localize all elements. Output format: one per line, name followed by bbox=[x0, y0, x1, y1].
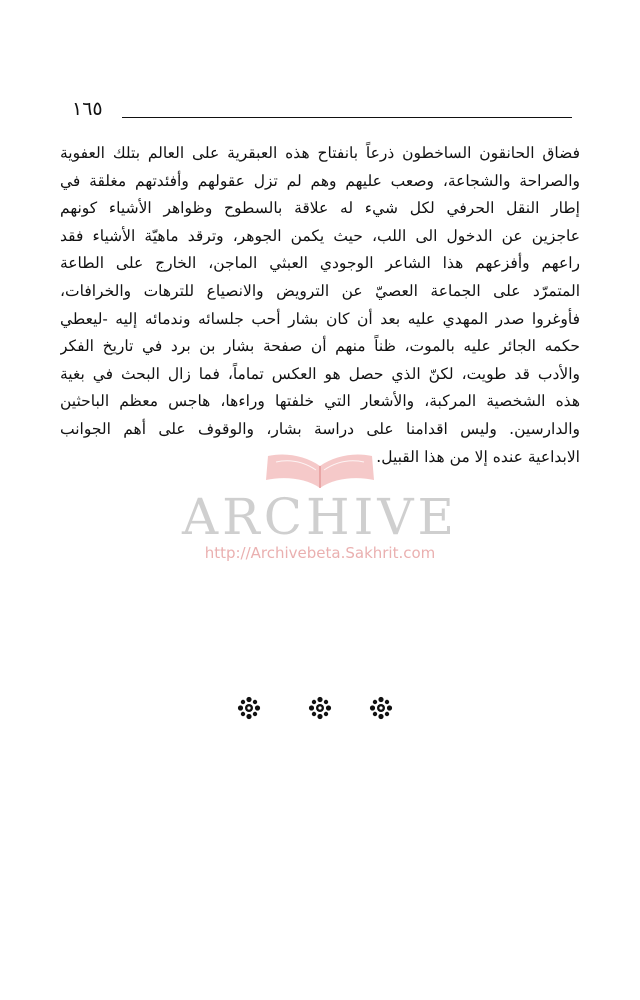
archive-watermark bbox=[0, 448, 640, 578]
section-ornaments bbox=[220, 695, 420, 725]
flower-ornament-icon bbox=[368, 695, 394, 721]
text-line: والأدب قد طويت، لكنّ الذي حصل هو العكس تماماً، فما زال البحث في بغية bbox=[60, 364, 580, 383]
watermark-title: ARCHIVE bbox=[182, 488, 458, 546]
text-line: عاجزين عن الدخول الى اللب، حيث يكمن الجوهر، وترقد ماهيّة الأشياء فقد bbox=[60, 226, 580, 245]
text-line: المتمرّد على الجماعة العصيّ عن الترويض والانصياع للترهات والخرافات، bbox=[60, 281, 580, 300]
text-line: فضاق الحانقون الساخطون ذرعاً بانفتاح هذه العبقرية على العالم بتلك العفوية bbox=[60, 144, 580, 162]
text-line: حكمه الجائر عليه بالموت، ظناً منهم أن صفحة بشار بن برد في تاريخ الفكر bbox=[60, 337, 580, 356]
watermark-url: http://Archivebeta.Sakhrit.com bbox=[204, 544, 436, 562]
header-rule bbox=[122, 117, 572, 118]
page-header bbox=[72, 96, 572, 126]
text-line: الابداعية عنده إلا من هذا القبيل. bbox=[376, 447, 580, 466]
text-line: فأوغروا صدر المهدي عليه بعد أن كان بشار أحب جلسائه وندمائه إليه -ليعطي bbox=[60, 309, 580, 328]
text-line: راعهم وأفزعهم هذا الشاعر الوجودي العبثي الماجن، الخارج على الطاعة bbox=[60, 254, 580, 273]
flower-ornament-icon bbox=[236, 695, 262, 721]
text-line: إطار النقل الحرفي لكل شيء له علاقة بالسطوح وظواهر الأشياء كونهم bbox=[60, 199, 580, 218]
flower-ornament-icon bbox=[307, 695, 333, 721]
body-text bbox=[60, 140, 580, 471]
text-line: والدارسين. وليس اقدامنا على دراسة بشار، والوقوف على أهم الجوانب bbox=[60, 419, 580, 438]
page-number: ١٦٥ bbox=[72, 98, 103, 120]
text-line: والصراحة والشجاعة، وصعب عليهم وهم لم تزل عقولهم وأفئدتهم مغلقة في bbox=[60, 171, 580, 190]
text-line: هذه الشخصية المركبة، والأشعار التي خلفتها وراءها، هاجس معظم الباحثين bbox=[60, 392, 580, 411]
open-book-icon bbox=[262, 448, 378, 492]
